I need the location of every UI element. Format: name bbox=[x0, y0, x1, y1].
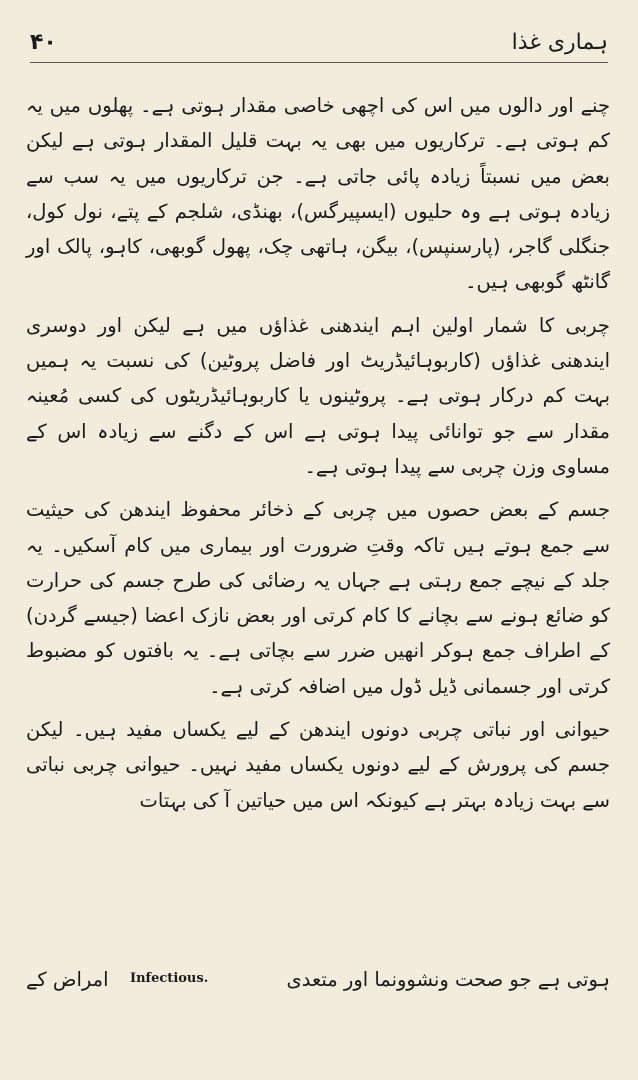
catchword: امراض کے bbox=[26, 968, 109, 991]
running-title: ہماری غذا bbox=[511, 29, 608, 55]
page-number: ۴۰ bbox=[30, 29, 57, 55]
body-text bbox=[26, 88, 610, 824]
page-header bbox=[30, 22, 608, 63]
last-line-text: ہوتی ہے جو صحت ونشوونما اور متعدی bbox=[286, 968, 610, 991]
final-line-row bbox=[26, 968, 610, 998]
paragraph-animal-plant-fat: حیوانی اور نباتی چربی دونوں ایندھن کے لیے یکساں مفید ہیں۔ لیکن جسم کی پرورش کے لیے دونوں یکساں مفید نہیں۔ حیوانی چربی نباتی سے بہت زیادہ بہتر ہے کیونکہ اس میں حیاتین آ کی بہتات bbox=[26, 718, 610, 812]
footnote-term: Infectious. bbox=[130, 971, 209, 986]
paragraph-fat-fuel: چربی کا شمار اولین اہم ایندھنی غذاؤں میں ہے لیکن اور دوسری ایندھنی غذاؤں (کاربوہائیڈریٹ اور فاضل پروٹین) کی نسبت یہ ہمیں بہت کم درکار ہوتی ہے۔ پروٹینوں یا کاربوہائیڈریٹوں کی کسی مُعینہ مقدار سے جو توانائی پیدا ہوتی ہے اس کے دگنے سے زیادہ اس کے مساوی وزن چربی سے پیدا ہوتی ہے۔ bbox=[26, 313, 610, 478]
paragraph-calcium: چنے اور دالوں میں اس کی اچھی خاصی مقدار ہوتی ہے۔ پھلوں میں یہ کم ہوتی ہے۔ ترکاریوں میں بھی یہ بہت قلیل المقدار ہوتی ہے لیکن بعض میں نسبتاً زیادہ پائی جاتی ہے۔ جن ترکاریوں میں یہ سب سے زیادہ ہوتی ہے وہ حلیوں (ایسپیرگس)، بھنڈی، شلجم کے پتے، نول کول، جنگلی گاجر، (پارسنپس)، بیگن، ہاتھی چک، پھول گوبھی، کاہو، پالک اور گانٹھ گوبھی ہیں۔ bbox=[26, 94, 610, 294]
paragraph-fat-storage: جسم کے بعض حصوں میں چربی کے ذخائر محفوظ ایندھن کی حیثیت سے جمع ہوتے ہیں تاکہ وقتِ ضرورت اور بیماری میں کام آسکیں۔ یہ جلد کے نیچے جمع رہتی ہے جہاں یہ رضائی کی طرح جسم کی حرارت کو ضائع ہونے سے بچانے کا کام کرتی اور بعض نازک اعضا (جیسے گردن) کے اطراف جمع ہوکر انھیں ضرر سے بچاتی ہے۔ یہ بافتوں کو مضبوط کرتی اور جسمانی ڈیل ڈول میں اضافہ کرتی ہے۔ bbox=[26, 498, 610, 698]
